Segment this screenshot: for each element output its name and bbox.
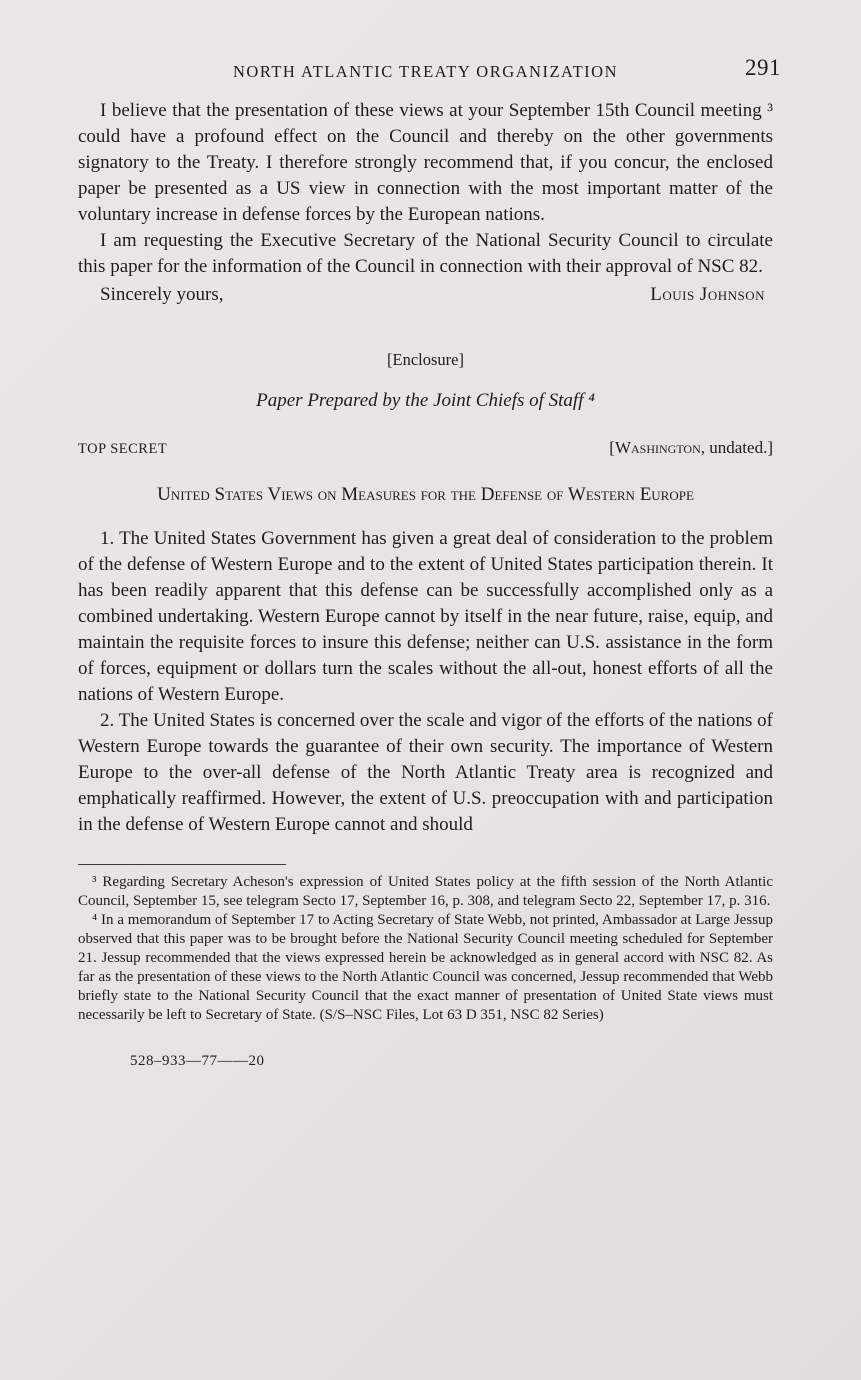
classification-row: [78, 438, 773, 458]
footnote-4: ⁴ In a memorandum of September 17 to Acting Secretary of State Webb, not printed, Ambassador at Large Jessup observed that this paper was to be brought before the National Security Council meeting scheduled for September 21. Jessup recommended that the views expressed herein be acknowledged as in general accord with NSC 82. As far as the presentation of these views to the North Atlantic Council was concerned, Jessup recommended that Webb briefly state to the National Security Council that the exact manner of presentation of United State views must necessarily be left to Secretary of State. (S/S–NSC Files, Lot 63 D 351, NSC 82 Series): [78, 912, 773, 1023]
footnote-divider: [78, 864, 286, 865]
letter-paragraph-1: I believe that the presentation of these views at your September 15th Council meeting ³ could have a profound effect on the Council and thereby on the other governments signatory to the Treaty. I therefore strongly recommend that, if you concur, the enclosed paper be presented as a US view in connection with the most important matter of the voluntary increase in defense forces by the European nations.: [78, 100, 773, 225]
letter-body: [78, 98, 773, 280]
letter-paragraph-2: I am requesting the Executive Secretary of the National Security Council to circulate this paper for the information of the Council in connection with their approval of NSC 82.: [78, 230, 773, 277]
dateline: [609, 438, 773, 458]
running-head-title: NORTH ATLANTIC TREATY ORGANIZATION: [232, 62, 619, 81]
letter-signature: Louis Johnson: [650, 284, 765, 305]
footnote-3: ³ Regarding Secretary Acheson's expression of United States policy at the fifth session of the North Atlantic Council, September 15, see telegram Secto 17, September 16, p. 308, and telegram Secto 22, September 17, p. 316.: [78, 874, 773, 909]
enclosure-paragraph-2: 2. The United States is concerned over the scale and vigor of the efforts of the nations of Western Europe towards the guarantee of their own security. The importance of Western Europe to the over-all defense of the North Atlantic Treaty area is recognized and emphatically reaffirmed. However, the extent of U.S. preoccupation with and participation in the defense of Western Europe cannot and should: [78, 710, 773, 835]
enclosure-paragraph-1: 1. The United States Government has given a great deal of consideration to the problem of the defense of Western Europe and to the extent of United States participation therein. It has been readily apparent that this defense can be successfully accomplished only as a combined undertaking. Western Europe cannot by itself in the near future, raise, equip, and maintain the requisite forces to insure this defense; neither can U.S. assistance in the form of forces, equipment or dollars turn the scales without the all-out, honest efforts of all the nations of Western Europe.: [78, 528, 773, 705]
running-head: [78, 55, 781, 82]
enclosure-label: [Enclosure]: [387, 350, 464, 369]
print-code: 528–933—77——20: [130, 1053, 265, 1069]
page-number: 291: [745, 55, 781, 80]
dateline-open: [: [609, 438, 615, 457]
dateline-rest: undated.]: [705, 438, 773, 457]
classification-label: TOP SECRET: [78, 441, 168, 457]
enclosure-title: Paper Prepared by the Joint Chiefs of Staff ⁴: [256, 390, 595, 411]
footnotes: [78, 873, 773, 1025]
enclosure-body: [78, 526, 773, 838]
dateline-place: Washington,: [614, 438, 706, 457]
section-heading: United States Views on Measures for the Defense of Western Europe: [157, 484, 694, 505]
letter-closing: Sincerely yours,: [100, 284, 224, 305]
letter-closing-row: [78, 282, 773, 308]
